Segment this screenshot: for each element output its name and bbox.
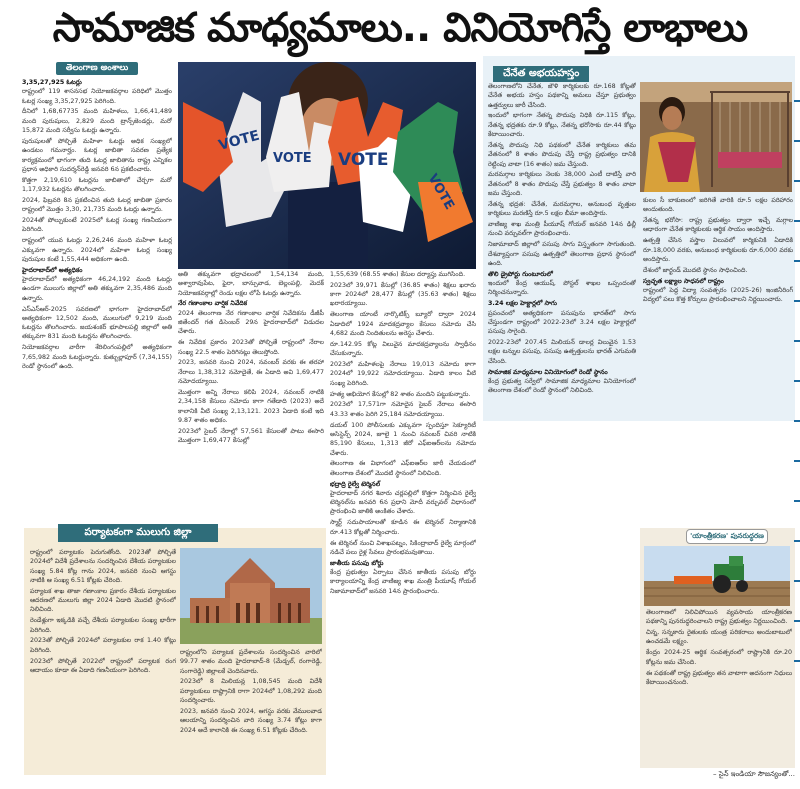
paragraph-body: ఉత్పత్తి చేసిన వస్త్రాల విలువలో కార్మికునికి ఏడాదికి రూ.18,000 వరకు, అనుబంధ కార్మికులకు రూ.6,000 వరకు అందిస్తారు. xyxy=(643,237,793,263)
paragraph-body: 2023, జనవరి నుంచి 2024, ఆగస్టు వరకు వేములవాడ ఆలయాన్ని సందర్శించిన వారి సంఖ్య 3.74 కోట్లు కాగా 2024 అదే కాలానికి ఈ సంఖ్య 6.51 కోట్లకు చేరింది. xyxy=(180,707,322,734)
mechanization-paragraphs xyxy=(646,608,792,687)
paragraph xyxy=(330,421,476,458)
paragraph-body: నేతన్న భరోసా: రాష్ట్ర ప్రభుత్వం ద్వారా ఇచ్చే మగ్గాల ఆధారంగా చేనేత కార్మికులకు ఆర్థిక సాయం అందిస్తారు. xyxy=(643,217,793,234)
paragraph-subhead: సామాజిక మాధ్యమాల వినియోగంలో రెండో స్థానం xyxy=(488,368,608,376)
paragraph xyxy=(488,111,636,139)
paragraph xyxy=(330,480,476,517)
paragraph-body: రాష్ట్రంలో పర్యాటకం పెరుగుతోంది. 2023తో పోల్చితే 2024లో విదేశీ ప్రదేశాలను సందర్శించిన దేశీయ పర్యాటకుల సంఖ్య 5.84 కోట్ల గాను 2024, జనవరి నుంచి ఆగస్టు నాటికి ఆ సంఖ్య 6.51 కోట్లకు చేరింది. xyxy=(30,549,176,584)
mechanization-text xyxy=(646,608,792,766)
paragraph-body: తెలంగాణ ఈ విభాగంలో ఎఫ్‌ఐఆర్‌ల జారీ చేయడంలో తెలంగాణ దేశంలో మొదటి స్థానంలో నిలిచింది. xyxy=(330,460,476,477)
paragraph xyxy=(488,82,636,110)
paragraph-body: మరమగ్గాల కార్మికులు నెలకు 38,000 ఎంటీ దాటిస్తే వారి వేతనంలో 8 శాతం పొదుపు చేస్తే ప్రభుత్వం 8 శాతం వాటా జమ చేస్తుంది. xyxy=(488,171,636,198)
paragraph-body: హైదరాబాద్‌లో అత్యధికంగా 46,24,192 మంది ఓటర్లు ఉండగా ములుగు జిల్లాలో అతి తక్కువగా 2,35,486 మంది ఉన్నారు. xyxy=(22,276,172,302)
paragraph-body: దీనిలో 1,68,67735 మంది మహిళలు, 1,66,41,489 మంది పురుషులు, 2,829 మంది ట్రాన్స్‌జెండర్లు, మరో 15,872 మంది సర్వీసు ఓటర్లు ఉన్నారు. xyxy=(22,108,172,135)
paragraph-body: ఈ నివేదిక ప్రకారం 2023తో పోల్చితే రాష్ట్రంలో నేరాల సంఖ్య 22.5 శాతం పెరిగినట్లు తెలుస్తోంది. xyxy=(178,339,324,356)
paragraph-body: పురుషులతో పోల్చితే మహిళా ఓటర్లు అధిక సంఖ్యలో ఉండటం గమనార్హం. ఓటర్ల జాబితా సవరణ ప్రత్యేక కార్యక్రమంలో భాగంగా తుది ఓటర్ల జాబితాను రాష్ట్ర ఎన్నికల ప్రధాన అధికారి సుదర్శన్‌రెడ్డి జనవరి 6న ప్రకటించారు. xyxy=(22,137,172,173)
tractor-photo xyxy=(644,546,790,606)
paragraph-body: ఈ టెర్మినల్ నుంచి విశాఖపట్నం, సికింద్రాబాద్ రైల్వే మార్గంలో నడిచే పలు రైళ్ల సేవలు ప్రారంభమవుతాయి. xyxy=(330,539,476,556)
paragraph-body: రాష్ట్రంలో 119 శాసనసభ నియోజకవర్గాల పరిధిలో మొత్తం ఓటర్ల సంఖ్య 3,35,27,925 పెరిగింది. xyxy=(22,88,172,105)
mechanization-tag: 'యాంత్రీకరణ' పునరుద్ధరణ xyxy=(686,529,768,544)
left-paragraphs xyxy=(22,78,172,371)
paragraph-body: 2023తో పోల్చితే 2024లో పర్యాటకుల రాక 1.40 కోట్లు పెరిగింది. xyxy=(30,637,176,654)
paragraph xyxy=(180,707,322,735)
paragraph-body: ఈ పథకంతో రాష్ట్ర ప్రభుత్వం తన వాటాగా అదనంగా నిధులు కేటాయించనుంది. xyxy=(646,669,792,686)
paragraph-body: రాష్ట్రంలో పెద్ద విద్యా సంవత్సరం (2025-26) ఇంజినీరింగ్ విద్యలో పలు కొత్త కోర్సులు ప్రారంభించాలని నిర్ణయించారు. xyxy=(643,287,793,304)
paragraph-subhead: తొలి డ్రైపోర్టు గుంటూరులో xyxy=(488,270,553,278)
paragraph xyxy=(643,277,793,305)
paragraph-body: 2023, జనవరి నుంచి 2024, నవంబర్ వరకు ఈ తరహా నేరాలు 1,38,312 నమోదైతే, ఈ ఏడాది అవి 1,69,477 నమోదయ్యాయి. xyxy=(178,359,324,386)
paragraph xyxy=(178,338,324,357)
paragraph-body: 2024తో పోల్చుకుంటే 2025లో ఓటర్ల సంఖ్య గణనీయంగా పెరిగింది. xyxy=(22,217,172,234)
paragraph-body: రెండేళ్లుగా ఇక్కడికి వచ్చే దేశీయ పర్యాటకుల సంఖ్య భారీగా పెరిగింది. xyxy=(30,617,176,634)
paragraph xyxy=(178,358,324,386)
paragraph xyxy=(488,240,636,268)
section-label-handloom: చేనేత అభయహస్తం xyxy=(493,66,589,82)
paragraph xyxy=(646,669,792,688)
paragraph-body: స్మార్ట్ సదుపాయాలతో కూడిన ఈ టెర్మినల్ నిర్మాణానికి రూ.413 కోట్లతో నిర్మించారు. xyxy=(330,519,476,536)
paragraph xyxy=(330,518,476,537)
weaver-photo xyxy=(640,82,792,192)
paragraph xyxy=(488,170,636,198)
paragraph xyxy=(22,216,172,235)
paragraph xyxy=(330,310,476,338)
paragraph-body: హత్య అభియోగ కేసుల్లో 82 శాతం మందిని పట్టుకున్నారు. xyxy=(330,390,471,398)
paragraph xyxy=(643,236,793,264)
middle2-paragraphs xyxy=(330,270,476,596)
paragraph xyxy=(643,266,793,275)
paragraph xyxy=(22,343,172,371)
paragraph-subhead: 3.24 లక్షల హెక్టార్లలో సాగు xyxy=(488,300,557,308)
right-column-2-text xyxy=(643,196,793,526)
paragraph-body: 1,55,639 (68.55 శాతం) కేసుల దర్యాప్తు ముగిసింది. xyxy=(330,271,466,278)
paragraph xyxy=(330,539,476,558)
paragraph xyxy=(330,400,476,419)
paragraph-body: 2023లో 39,971 కేసుల్లో (36.85 శాతం) శిక్షలు ఖరారు కాగా 2024లో 28,477 కేసుల్లో (35.63 శాతం) శిక్షలు ఖరారయ్యాయి. xyxy=(330,281,476,308)
paragraph-body: పర్యాటక శాఖ తాజా గణాంకాల ప్రకారం దేశీయ పర్యాటకుల ఆదరణలో ములుగు జిల్లా 2024 ఏడాది మొదటి స్థానంలో నిలిచింది. xyxy=(30,587,176,614)
section-label-telangana: తెలంగాణ అంశాలు xyxy=(56,62,138,75)
paragraph xyxy=(22,176,172,195)
paragraph-subhead: 3,35,27,925 ఓటర్లు xyxy=(22,79,82,86)
paragraph xyxy=(488,270,636,298)
left-column xyxy=(22,62,172,520)
paragraph xyxy=(22,78,172,106)
right2-paragraphs xyxy=(643,196,793,305)
paragraph-body: చిన్న, సన్నకారు రైతులకు యంత్ర పరికరాలు అందుబాటులో ఉంచడమే లక్ష్యం. xyxy=(646,629,792,646)
paragraph xyxy=(178,270,324,298)
right-paragraphs xyxy=(488,82,636,395)
footer-credit: – సైన్ ఇండియా సౌజన్యంతో... xyxy=(713,770,795,778)
paragraph-body: 2022-23లో 207.45 మిలియన్ డాలర్ల విలువైన 1.53 లక్షల టన్నుల పసుపు, పసుపు ఉత్పత్తులను భారత్ ఎగుమతి చేసింది. xyxy=(488,339,636,365)
paragraph xyxy=(488,141,636,169)
paragraph xyxy=(330,281,476,309)
edge-marks xyxy=(794,100,800,700)
paragraph xyxy=(643,216,793,235)
temple-photo xyxy=(180,548,322,644)
paragraph xyxy=(330,360,476,388)
paragraph-body: 2024, ఫిబ్రవరి 8న ప్రకటించిన తుది ఓటర్ల జాబితా ప్రకారం రాష్ట్రంలో మొత్తం 3,30, 21,735 మంది ఓటర్లు ఉన్నారు. xyxy=(22,196,172,214)
paragraph xyxy=(22,107,172,135)
paragraph xyxy=(22,266,172,303)
paragraph-subhead: జాతీయ పసుపు బోర్డు xyxy=(330,559,384,567)
paragraph-body: డయల్ 100 పోలీసులకు ఎక్కువగా స్పందిస్తూ సెక్యూరిటీ అసిస్టెన్స్ 2024, జూలై 1 నుంచి నవంబర్ చివరి నాటికి 85,190 కేసులు, 1,313 జీరో ఎఫ్‌ఐఆర్‌లను నమోదు చేశారు. xyxy=(330,421,476,457)
paragraph-subhead: నేర గణాంకాల వార్షిక నివేదిక xyxy=(178,300,248,308)
paragraph xyxy=(488,220,636,239)
paragraph-body: కేంద్రం 2024-25 ఆర్థిక సంవత్సరంలో రాష్ట్రానికి రూ.20 కోట్లను జమ చేసింది. xyxy=(646,649,792,666)
paragraph-subhead: హైదరాబాద్‌లో అత్యధికం xyxy=(22,266,83,274)
paragraph xyxy=(178,427,324,446)
page-headline: సామాజిక మాధ్యమాలు.. వినియోగిస్తే లాభాలు xyxy=(52,5,748,51)
handloom-box-header xyxy=(483,61,795,77)
paragraph-body: ఇందులో భాగంగా నేతన్న పొదుపు నిధికి రూ.115 కోట్లు, నేతన్న భద్రతకు రూ.9 కోట్లు, నేతన్న భరోసాకు రూ.44 కోట్లు కేటాయించారు. xyxy=(488,112,636,139)
paragraph xyxy=(646,648,792,667)
paragraph xyxy=(180,677,322,705)
vote-text-4: VOTE xyxy=(424,171,457,213)
paragraph xyxy=(30,657,176,676)
vote-text-2: VOTE xyxy=(273,151,312,166)
paragraph-body: రాష్ట్రంలో యువ ఓటర్లు 2,26,246 మంది మహిళా ఓటర్ల ఎక్కువగా ఉన్నారు. 2024లో మహిళా ఓటర్ల సంఖ్య పురుషుల కంటే 1,55,444 అధికంగా ఉంది. xyxy=(22,237,172,263)
paragraph-body: హైదరాబాద్ నగర శివారు చర్లపల్లిలో కొత్తగా నిర్మించిన రైల్వే టెర్మినల్‌ను జనవరి 6న ప్రధాని మోదీ వర్చువల్ విధానంలో ప్రారంభించి జాతికి అంకితం చేశారు. xyxy=(330,489,476,516)
paragraph-body: నిజామాబాద్ జిల్లాలో పసుపు సాగు విస్తృతంగా సాగుతుంది. దేశవ్యాప్తంగా పసుపు ఉత్పత్తిలో తెలంగాణ ప్రధాన స్థానంలో ఉంది. xyxy=(488,241,636,267)
paragraph-body: 2023లో పోల్చితే 2022లో రాష్ట్రంలో పర్యాటక రంగ ఆదాయం కూడా ఈ ఏడాది గణనీయంగా పెరిగింది. xyxy=(30,657,176,674)
paragraph-body: నియోజకవర్గాల వారీగా శేరిలింగంపల్లిలో అత్యధికంగా 7,65,982 మంది ఓటర్లున్నారు. కుత్బుల్లాపూర్ (7,34,155) రెండో స్థానంలో ఉంది. xyxy=(22,344,172,370)
paragraph xyxy=(178,299,324,336)
paragraph xyxy=(330,270,476,279)
vote-text-3: VOTE xyxy=(338,150,389,170)
paragraph xyxy=(488,299,636,336)
paragraph xyxy=(30,587,176,615)
paragraph-body: 2023లో 8 మిలియన్ల 1,08,545 మంది విదేశీ పర్యాటకులు రాష్ట్రానికి రాగా 2024లో 1,08,292 మంది సందర్శించారు. xyxy=(180,678,322,705)
tourism-text-2 xyxy=(180,648,322,773)
paragraph xyxy=(30,636,176,655)
paragraph xyxy=(22,305,172,342)
paragraph-body: తెలంగాణలో నిలిచిపోయిన వ్యవసాయ యాంత్రీకరణ పథకాన్ని పునరుద్ధరించాలని రాష్ట్ర ప్రభుత్వం నిర్ణయించింది. xyxy=(646,609,792,626)
paragraph-body: రాష్ట్రంలోని పర్యాటక ప్రదేశాలను సందర్శించిన వారిలో 99.77 శాతం మంది హైదరాబాద్-8 (మేడ్చల్, రంగారెడ్డి, సంగారెడ్డి) జిల్లాలకే చెందినవారు. xyxy=(180,649,322,675)
paragraph-body: ప్రపంచంలో అత్యధికంగా పసుపును భారత్‌లో సాగు చేస్తుండగా రాష్ట్రంలో 2022-23లో 3.24 లక్షల హెక్టార్లలో పసుపు సాగైంది. xyxy=(488,309,636,336)
voting-hands-photo xyxy=(178,62,476,269)
paragraph xyxy=(178,388,324,425)
paragraph xyxy=(22,196,172,215)
paragraph xyxy=(646,628,792,647)
paragraph-body: 2023లో సైబర్ నేరాల్లో 57,561 కేసులతో పాటు ఈసారి మొత్తంగా 1,69,477 కేసుల్లో xyxy=(178,427,324,445)
right-column-text xyxy=(488,82,636,772)
paragraph xyxy=(643,196,793,215)
paragraph xyxy=(330,459,476,478)
paragraph-body: కులం సీ బాకుణంలో జరిగితే వారికి రూ.5 లక్షల పరిహారం అందుతుంది. xyxy=(643,197,793,214)
paragraph-body: దేశంలో జార్ఖండ్ మొదటి స్థానం సాధించింది. xyxy=(643,266,748,274)
paragraph xyxy=(330,559,476,596)
vote-text-1: VOTE xyxy=(216,127,262,154)
paragraph-body: అతి తక్కువగా భద్రాచలంలో 1,54,134 మంది, అశ్వారావుపేట, ఫైరా, బాన్సువాడ, బెల్లంపల్లి, మెదక్ నియోజకవర్గాల్లో రెండు లక్షల లోపే ఓటర్లు ఉన్నారు. xyxy=(178,271,324,297)
paragraph-body: రూ.142.95 కోట్ల విలువైన మాదకద్రవ్యాలను స్వాధీనం చేసుకున్నారు. xyxy=(330,340,476,358)
paragraph-body: కేంద్ర ప్రభుత్వ సర్వేలో సామాజిక మాధ్యమాల వినియోగంలో తెలంగాణ దేశంలో రెండో స్థానంలో నిలిచింది. xyxy=(488,377,636,395)
paragraph-body: నేతన్న పొదుపు నిధి పథకంలో చేనేత కార్మికులు తమ వేతనంలో 8 శాతం పొదుపు చేస్తే రాష్ట్ర ప్రభుత్వం దానికి రెట్టింపు వాటా (16 శాతం) జమ చేస్తుంది. xyxy=(488,141,636,168)
tourism-text xyxy=(30,548,176,773)
paragraph-body: 2024 తెలంగాణ నేర గణాంకాల వార్షిక నివేదికను డీజీపీ జితేందర్ గత డిసెంబర్ 29న హైదరాబాద్‌లో విడుదల చేశారు. xyxy=(178,309,324,336)
paragraph xyxy=(180,648,322,676)
paragraph-body: తెలంగాణలోని చేనేత, జౌళి కార్మికులకు రూ.168 కోట్లతో చేనేత అభయ హస్తం పథకాన్ని అమలు చేస్తూ ప్రభుత్వం ఉత్తర్వులు జారీ చేసింది. xyxy=(488,83,636,109)
middle-column-1 xyxy=(178,270,324,520)
paragraph xyxy=(22,236,172,264)
paragraph-subhead: స్వచ్ఛత లక్ష్యాల సాధనలో రాష్ట్రం xyxy=(643,277,724,285)
paragraph xyxy=(30,616,176,635)
paragraph-body: కొత్తగా 2,19,610 ఓటర్లను జాబితాలో చేర్చగా మరో 1,17,932 ఓటర్లను తొలగించారు. xyxy=(22,176,172,194)
paragraph-body: మొత్తంగా అన్ని నేరాలు కలిపి 2024, నవంబర్ నాటికి 2,34,158 కేసులు నమోదు కాగా గతేడాది (2023) అదే కాలానికి వీటి సంఖ్య 2,13,121. 2023 ఏడాది కంటే ఇది 9.87 శాతం అధికం. xyxy=(178,388,324,424)
paragraph xyxy=(646,608,792,627)
paragraph-body: కేంద్ర ప్రభుత్వం ఏర్పాటు చేసిన జాతీయ పసుపు బోర్డు కార్యాలయాన్ని కేంద్ర వాణిజ్య శాఖ మంత్రి పీయూష్ గోయల్ నిజామాబాద్‌లో జనవరి 14న ప్రారంభించారు. xyxy=(330,569,476,595)
paragraph-body: ఇందులో కేంద్ర ఆయుష్, పోస్టల్ శాఖల ఒప్పందంతో నిర్మించనున్నారు. xyxy=(488,280,636,297)
paragraph-body: నేతన్న భద్రత: చేనేత, మరమగ్గాల, అనుబంధ వృత్తుల కార్మికులు మరణిస్తే రూ.5 లక్షల బీమా అందిస్తారు. xyxy=(488,200,636,218)
paragraph-body: తెలంగాణ యాంటీ నార్కొటిక్స్ బ్యూరో ద్వారా 2024 ఏడాదిలో 1924 మాదకద్రవ్యాల కేసులు నమోదు చేసి 4,682 మంది నిందితులను అరెస్టు చేశారు. xyxy=(330,311,476,337)
tourism2-paragraphs xyxy=(180,648,322,735)
middle1-paragraphs xyxy=(178,270,324,445)
paragraph xyxy=(488,200,636,219)
paragraph-body: వాణిజ్య శాఖ మంత్రి పీయూష్ గోయల్ జనవరి 14న ఢిల్లీ నుంచి వర్చువల్‌గా ప్రారంభించారు. xyxy=(488,221,636,238)
tourism-box-header: పర్యాటకంగా ములుగు జిల్లా xyxy=(58,524,218,542)
paragraph-body: 2023లో మహిళలపై నేరాలు 19,013 నమోదు కాగా 2024లో 19,922 నమోదయ్యాయి. ఏడాది కాలం వీటి సంఖ్య పెరిగింది. xyxy=(330,361,476,387)
middle-column-2 xyxy=(330,270,476,775)
paragraph xyxy=(488,338,636,366)
tourism-paragraphs xyxy=(30,548,176,675)
paragraph-body: 2023లో 17,571గా నమోదైన సైబర్ నేరాలు ఈసారి 43.33 శాతం పెరిగి 25,184 నమోదయ్యాయి. xyxy=(330,401,476,418)
paragraph xyxy=(30,548,176,585)
paragraph xyxy=(330,340,476,359)
paragraph xyxy=(22,137,172,174)
paragraph xyxy=(488,368,636,396)
paragraph-subhead: భద్రాద్రి రైల్వే టెర్మినల్ xyxy=(330,480,381,488)
paragraph xyxy=(330,390,476,399)
paragraph-body: ఎస్‌ఎస్‌ఆర్-2025 సవరణలో భాగంగా హైదరాబాద్‌లో అత్యధికంగా 12,502 మంది, ములుగులో 9,219 మంది ఓటర్లను తొలగించారు. జయశంకర్ భూపాలపల్లి జిల్లాలో అతి తక్కువగా 831 మంది ఓటర్లను తొలగించారు. xyxy=(22,305,172,341)
